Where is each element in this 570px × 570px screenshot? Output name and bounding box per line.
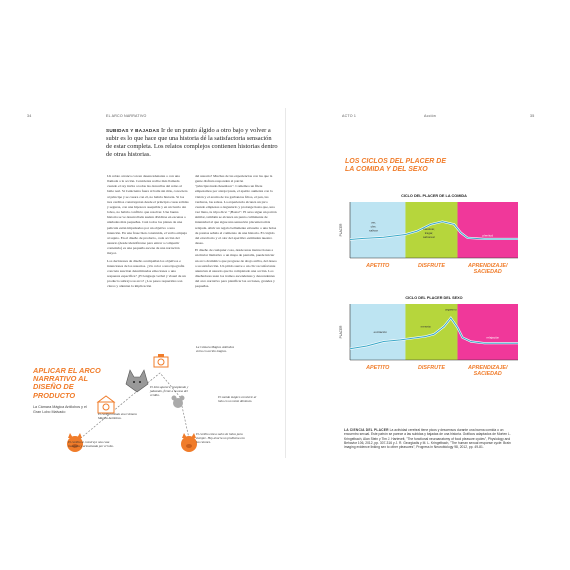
phase-label: DISFRUTE [417, 263, 445, 269]
phase-annotation: orgasmo [444, 307, 457, 312]
chart-title: CICLO DEL PLACER DE LA COMIDA [401, 194, 467, 198]
illustration-side-caption: La Cámara Mágica Antilobos y el Gran Lobo Malvado [33, 405, 87, 414]
body-paragraph: Los decisiones de diseño acompañan los objetivos e intenciones de los usuarios. ¿Un color o una tipografía concreta suscitan determinadas emociones o una respuesta específica? ¿El lenguaje verbal y visual de un producto subraya su arco? ¿Los pasos requeridos son claros y alientan la implicación [107, 258, 186, 289]
y-axis-label: PLACER [339, 325, 343, 339]
food-pleasure-chart [336, 190, 524, 282]
phase-annotation: meseta [420, 324, 431, 329]
chart-title: CICLO DEL PLACER DEL SEXO [405, 296, 463, 300]
phase-annotation: oler, [370, 224, 377, 229]
pig-icon [181, 433, 197, 452]
mouse-icon [172, 396, 185, 409]
phase-annotation: ver, [371, 220, 376, 225]
left-running-head: EL ARCO NARRATIVO [106, 114, 147, 118]
phase-annotation: salivar [369, 228, 378, 233]
figure-caption-text: La actividad cerebral tiene picos y descensos durante una buena comida o un encuentro sexual. Este patrón se parece a las subidas y bajadas de una historia. Gráficos adaptados de Morten L. Kringelbach, Alan Stein y Tim J. Hartevelt, "The functional neuroanatomy of food pleasure cycles", Physiology and Behavior 106, 2012, pp. 307-316 y J. R. Georgiadis y M. L. Kringelbach, "The human sexual response cycle: Brain imaging evidence linking sex to other pleasures", Progress in Neurobiology 98, 2012, pp. 49-81. [344, 428, 511, 450]
body-paragraph: Un relato arranca con un desencadenante o con una llamada a la acción. Cenicienta recibe más llamada cuando el rey invita a todas las doncellas del reino al baile real. Si Cenicienta fuera al baile sin más, conociera al príncipe y se casara con él, no habría historia. Si los tres cerditos construyeran desde el principio casas sólidas y seguras, con una hipoteca asequible y en un barrio sin lobos, no habría conflicto que resolver. Una buena historia se ve desarrollada suelen dividirse en escenas o unidades más pequeñas. Casi todos los planes de una película están impulsados por un objetivo o una intención. En una frase bien construida, el verbo empuja al sujeto. En el diseño de producto, cada acción del usuario (desde identificarse para entrar a compartir contenido) es una pequeña escena de una narración mayor. [107, 174, 189, 256]
phase-annotation: relajación [486, 335, 500, 340]
figure-caption [344, 428, 516, 449]
caption-camera-activates: La Cámara Mágica Antilobos entra en acción mágica. [196, 345, 235, 354]
phase-annotation: saborear [423, 235, 435, 239]
right-page-number: 35 [530, 114, 535, 118]
phase-annotation: excitación [373, 330, 387, 335]
phase-band-3 [458, 202, 518, 258]
lede-text: Ir de un punto álgido a otro bajo y volver a subir es lo que hace que una historia dé la satisfactoria sensación de estar completa. Los relatos complejos contienen historias dentro de otras historias. [106, 127, 278, 158]
phase-annotation: plenitud [482, 233, 494, 238]
body-paragraph: del usuario? Muchas de las experiencias con las que la gente disfruta responden al patrón "principio/nudo/desenlace". Comemos un filete empezamos por antojo/pasta, el apetito aumenta con la visión y el aroma de los garbanzos fritos, el pan, las verduras, las salsas. La experiencia alcanza un pico cuando empiezas a degustarlo y prolonge hasta que, una vez llena, tu tripa dice: "¡Basta!". El sexo sigue un patrón similar, también se alcanza un punto culminante de intensidad al que sigue una sensación placentera más relajada. Abrir un regalo bellamente envuelto o una bolsa de patatas señala el comienzo de una historia. El crujido del envoltorio y el olor del aperitivo estimulan nuestro deseo. [195, 174, 277, 246]
caption-wolf-appears: El lobo aparece, resoplando y jadeando, frente a la casa del cerdito. [150, 385, 189, 398]
body-column-2 [195, 174, 277, 291]
wolf-icon [126, 370, 148, 392]
body-paragraph: El diseño de cualquier cosa, desde unas instrucciones a un titular llamativo o un mapa de pantalla, puede iniciar un arco dramático que progrese de abajo arriba, del deseo a su satisfacción. Un pitido suave o un clic reconfortante anuncian al usuario que ha completado una acción. Los diseñadores usan los tramos ascendentes y descendentes del arco narrativo para planificar las acciones, grandes y pequeñas. [195, 248, 277, 289]
right-running-head-section: Acción [424, 114, 436, 118]
sex-pleasure-chart [336, 292, 524, 392]
caption-pig-safe: El cerdito está a salvo de lobos para siempre. Hoy ahorra un problema con los ratones. [196, 432, 245, 445]
illustration-heading: APLICAR EL ARCO NARRATIVO AL DISEÑO DE PRODUCTO [33, 366, 101, 400]
lede-kicker: SUBIDAS Y BAJADAS [106, 128, 160, 133]
caption-pig-installs: El cerdito instala una Cámara Mágica Antilobos. [98, 412, 137, 421]
phase-annotation: tragar, [424, 231, 434, 235]
y-axis-label: PLACER [339, 223, 343, 237]
magic-camera-icon [154, 354, 168, 367]
body-column-1 [107, 174, 189, 291]
phase-label: APRENDIZAJE/ [467, 365, 508, 371]
phase-label: APETITO [366, 365, 390, 371]
lede-paragraph [106, 127, 278, 159]
phase-band-2 [405, 304, 457, 360]
phase-label: APETITO [366, 263, 390, 269]
phase-annotation: masticar, [422, 227, 435, 231]
phase-label: SACIEDAD [473, 269, 502, 275]
left-page-number: 34 [27, 114, 32, 118]
phase-label: SACIEDAD [473, 371, 502, 377]
charts-title: LOS CICLOS DEL PLACER DE LA COMIDA Y DEL SEXO [345, 158, 446, 174]
caption-sound-converts: El sonido mágico convierte al lobo en un ratón diminuto. [218, 395, 257, 404]
camera-house-icon [98, 396, 114, 413]
phase-band-3 [458, 304, 518, 360]
phase-label: DISFRUTE [417, 365, 445, 371]
figure-caption-kicker: LA CIENCIA DEL PLACER [344, 428, 389, 432]
caption-pig-builds: El cerdito se construye una casa tranquila y armonizada por el lobo. [68, 440, 114, 449]
right-running-head-act: ACTO 1 [342, 114, 357, 118]
phase-label: APRENDIZAJE/ [467, 263, 508, 269]
